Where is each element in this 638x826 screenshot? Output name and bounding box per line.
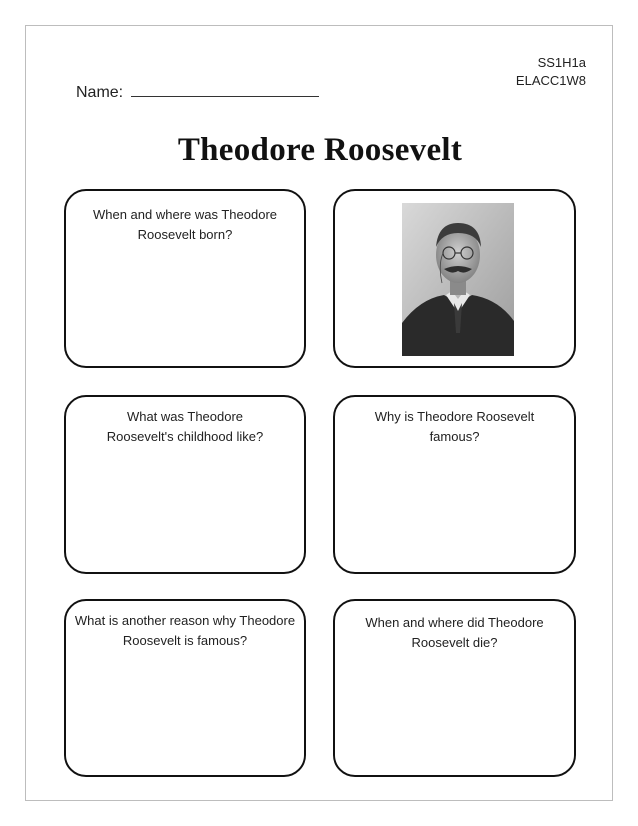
portrait-photo-icon bbox=[402, 203, 514, 356]
portrait-box bbox=[333, 189, 576, 368]
name-label: Name: bbox=[76, 84, 124, 101]
question-text-born: When and where was Theodore Roosevelt born? bbox=[92, 207, 278, 242]
name-blank-line[interactable] bbox=[131, 82, 319, 97]
question-box-died[interactable] bbox=[333, 599, 576, 777]
name-row bbox=[76, 82, 319, 102]
standards-codes bbox=[516, 54, 586, 90]
question-box-childhood[interactable] bbox=[64, 395, 306, 574]
question-box-another-reason[interactable] bbox=[64, 599, 306, 777]
question-box-born[interactable] bbox=[64, 189, 306, 368]
question-text-childhood: What was Theodore Roosevelt's childhood like? bbox=[106, 409, 264, 444]
question-text-died: When and where did Theodore Roosevelt die? bbox=[365, 615, 544, 650]
roosevelt-portrait-svg bbox=[402, 203, 514, 356]
question-text-another-reason: What is another reason why Theodore Roosevelt is famous? bbox=[74, 613, 296, 648]
standard-code-ss: SS1H1a bbox=[537, 55, 586, 70]
question-box-famous[interactable] bbox=[333, 395, 576, 574]
question-text-famous: Why is Theodore Roosevelt famous? bbox=[374, 409, 535, 444]
page-title: Theodore Roosevelt bbox=[177, 132, 463, 168]
worksheet-page bbox=[25, 25, 613, 801]
standard-code-ela: ELACC1W8 bbox=[515, 73, 586, 88]
